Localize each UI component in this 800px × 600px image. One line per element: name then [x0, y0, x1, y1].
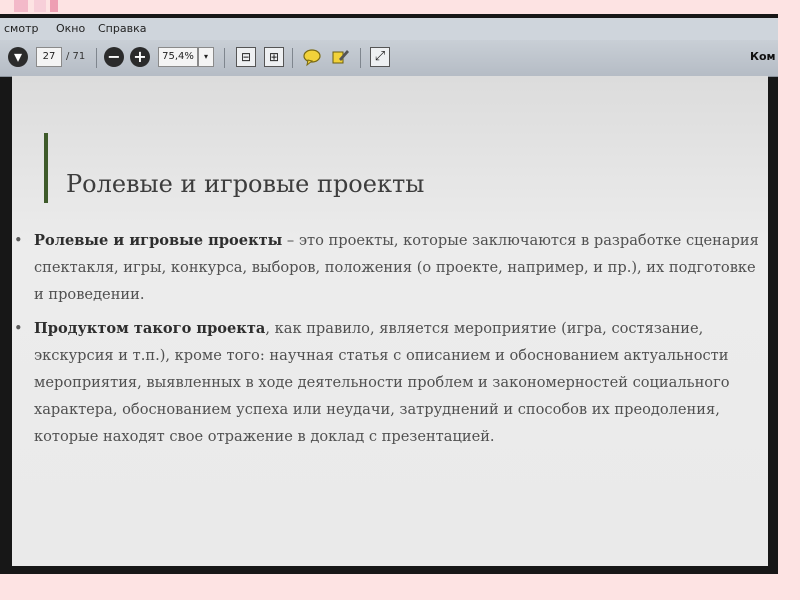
fit-page-icon[interactable]: ⊟	[236, 47, 256, 67]
bullet-item	[12, 315, 762, 450]
zoom-out-icon[interactable]: −	[104, 47, 124, 67]
menu-item-help[interactable]: Справка	[98, 22, 147, 35]
zoom-dropdown-icon[interactable]: ▾	[198, 47, 214, 67]
toolbar-separator	[96, 48, 97, 68]
page-total-label: / 71	[66, 51, 86, 62]
zoom-in-icon[interactable]: +	[130, 47, 150, 67]
toolbar-separator	[360, 48, 361, 68]
expand-icon[interactable]: ⤢	[370, 47, 390, 67]
document-view	[12, 76, 768, 566]
fit-width-icon[interactable]: ⊞	[264, 47, 284, 67]
highlight-icon[interactable]	[330, 47, 350, 67]
page-number-input[interactable]: 27	[36, 47, 62, 67]
bullet-text: , как правило, является мероприятие (игра, состязание, экскурсия и т.п.), кроме того: научная статья с описанием и обоснованием актуальности мероприятия, выявленных в ходе деятельности проблем и закономерностей социального характера, обоснованием успеха или неудачи, затруднений и способов их преодоления, которые находят свое отражение в доклад с презентацией.	[34, 320, 730, 445]
menu-item-view[interactable]: смотр	[4, 22, 39, 35]
bullet-item	[12, 227, 762, 308]
decorative-square	[50, 0, 58, 12]
comment-panel-label[interactable]: Ком	[750, 50, 776, 63]
zoom-level-field[interactable]: 75,4%	[158, 47, 198, 67]
slide-title: Ролевые и игровые проекты	[66, 170, 425, 198]
bullet-list	[12, 227, 762, 457]
next-page-icon[interactable]: ▾	[8, 47, 28, 67]
bullet-text: – это проекты, которые заключаются в разработке сценария спектакля, игры, конкурса, выборов, положения (о проекте, например, и пр.), их подготовке и проведении.	[34, 232, 759, 303]
bullet-bold-term: Ролевые и игровые проекты	[34, 232, 283, 249]
comment-icon[interactable]	[302, 47, 322, 67]
bullet-bold-term: Продуктом такого проекта	[34, 320, 266, 337]
decorative-square	[14, 0, 28, 12]
title-accent-bar	[44, 133, 48, 203]
toolbar	[0, 40, 778, 77]
menu-bar	[0, 18, 778, 40]
toolbar-separator	[224, 48, 225, 68]
toolbar-separator	[292, 48, 293, 68]
menu-item-window[interactable]: Окно	[56, 22, 86, 35]
decorative-square	[34, 0, 46, 12]
